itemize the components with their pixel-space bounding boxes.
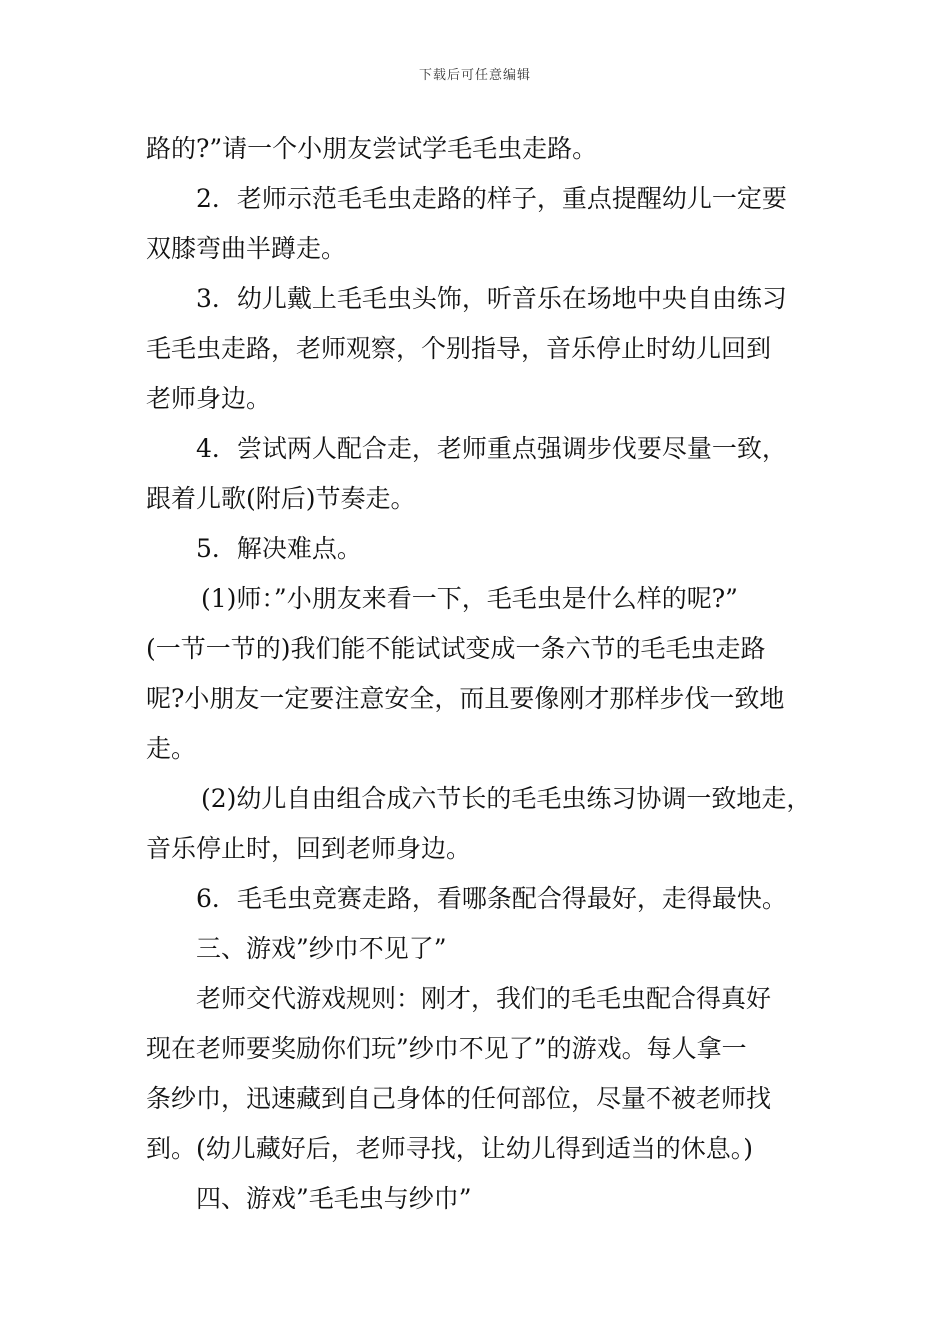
paragraph-line: 双膝弯曲半蹲走。 xyxy=(146,234,347,263)
paragraph-line: 音乐停止时，回到老师身边。 xyxy=(146,834,472,863)
section-heading: 三、游戏”纱巾不见了” xyxy=(196,934,447,963)
paragraph-line: 5．解决难点。 xyxy=(196,534,362,563)
paragraph-line: 路的?”请一个小朋友尝试学毛毛虫走路。 xyxy=(146,134,598,163)
paragraph-line: 到。(幼儿藏好后，老师寻找，让幼儿得到适当的休息。) xyxy=(146,1134,754,1163)
document-body xyxy=(146,124,814,1224)
paragraph-line: 现在老师要奖励你们玩”纱巾不见了”的游戏。每人拿一 xyxy=(146,1034,747,1063)
page-header: 下载后可任意编辑 xyxy=(418,68,531,83)
paragraph-line: 老师身边。 xyxy=(146,384,272,413)
paragraph-line: 2．老师示范毛毛虫走路的样子，重点提醒幼儿一定要 xyxy=(196,184,787,213)
paragraph-line: (2)幼儿自由组合成六节长的毛毛虫练习协调一致地走， xyxy=(201,784,812,813)
paragraph-line: 6．毛毛虫竞赛走路，看哪条配合得最好，走得最快。 xyxy=(196,884,787,913)
paragraph-line: 呢?小朋友一定要注意安全，而且要像刚才那样步伐一致地 xyxy=(146,684,785,713)
paragraph-line: 条纱巾，迅速藏到自己身体的任何部位，尽量不被老师找 xyxy=(146,1084,772,1113)
paragraph-line: (一节一节的)我们能不能试试变成一条六节的毛毛虫走路 xyxy=(146,634,766,663)
paragraph-line: 毛毛虫走路，老师观察，个别指导，音乐停止时幼儿回到 xyxy=(146,334,772,363)
paragraph-line: 走。 xyxy=(146,734,197,763)
paragraph-line: (1)师：”小朋友来看一下，毛毛虫是什么样的呢?” xyxy=(201,584,738,613)
paragraph-line: 3．幼儿戴上毛毛虫头饰，听音乐在场地中央自由练习 xyxy=(196,284,787,313)
paragraph-line: 跟着儿歌(附后)节奏走。 xyxy=(146,484,416,513)
section-heading: 四、游戏”毛毛虫与纱巾” xyxy=(196,1184,472,1213)
paragraph-line: 4．尝试两人配合走，老师重点强调步伐要尽量一致， xyxy=(196,434,787,463)
paragraph-line: 老师交代游戏规则：刚才，我们的毛毛虫配合得真好 xyxy=(196,984,772,1013)
